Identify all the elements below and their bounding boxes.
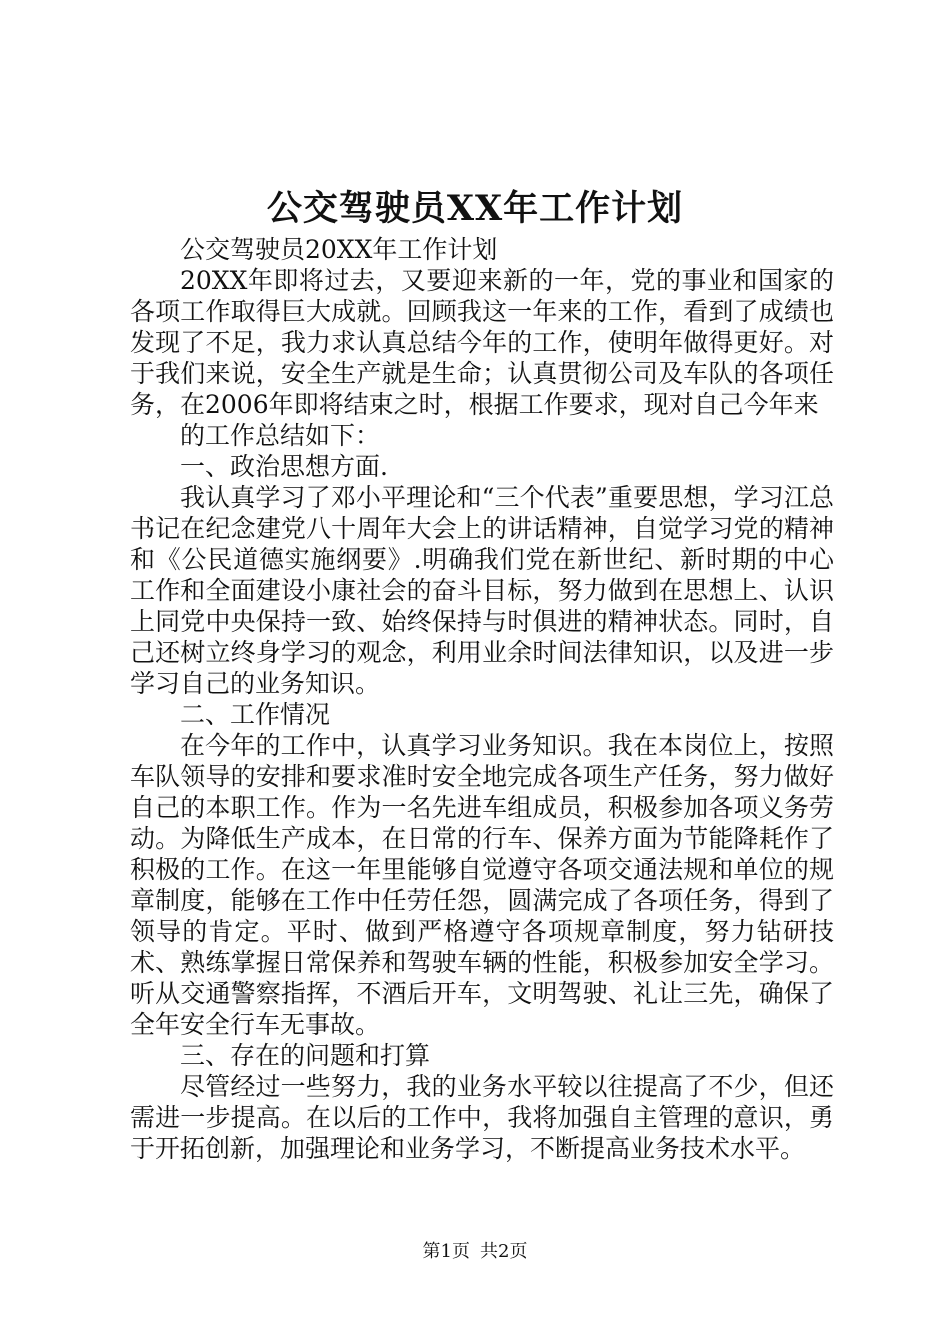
subtitle-paragraph: 公交驾驶员20XX年工作计划: [180, 235, 498, 264]
politics-paragraph: 我认真学习了邓小平理论和“三个代表”重要思想，学习江总书记在纪念建党八十周年大会上的讲话精神，自觉学习党的精神和《公民道德实施纲要》.明确我们党在新世纪、新时期的中心工作和全面建设小康社会的奋斗目标，努力做到在思想上、认识上同党中央保持一致、始终保持与时俱进的精神状态。同时，自己还树立终身学习的观念，利用业余时间法律知识，以及进一步学习自己的业务知识。: [130, 483, 834, 698]
document-title: 公交驾驶员XX年工作计划: [266, 188, 684, 229]
document-body: [130, 234, 834, 1164]
section-heading-work: 二、工作情况: [180, 700, 331, 729]
page-total: 共2页: [480, 1241, 528, 1262]
work-paragraph: 在今年的工作中，认真学习业务知识。我在本岗位上，按照车队领导的安排和要求准时安全地完成各项生产任务，努力做好自己的本职工作。作为一名先进车组成员，积极参加各项义务劳动。为降低生产成本，在日常的行车、保养方面为节能降耗作了积极的工作。在这一年里能够自觉遵守各项交通法规和单位的规章制度，能够在工作中任劳任怨，圆满完成了各项任务，得到了领导的肯定。平时、做到严格遵守各项规章制度，努力钻研技术、熟练掌握日常保养和驾驶车辆的性能，积极参加安全学习。听从交通警察指挥，不酒后开车，文明驾驶、礼让三先，确保了全年安全行车无事故。: [130, 731, 834, 1039]
section-heading-politics: 一、政治思想方面.: [180, 452, 388, 481]
page-footer: [0, 1240, 950, 1264]
intro-continuation-paragraph: 的工作总结如下：: [180, 421, 381, 450]
problems-paragraph: 尽管经过一些努力，我的业务水平较以往提高了不少，但还需进一步提高。在以后的工作中，我将加强自主管理的意识，勇于开拓创新，加强理论和业务学习，不断提高业务技术水平。: [130, 1072, 834, 1163]
page-number: 第1页: [422, 1241, 470, 1262]
intro-paragraph: 20XX年即将过去，又要迎来新的一年，党的事业和国家的各项工作取得巨大成就。回顾我这一年来的工作，看到了成绩也发现了不足，我力求认真总结今年的工作，使明年做得更好。对于我们来说，安全生产就是生命；认真贯彻公司及车队的各项任务，在2006年即将结束之时，根据工作要求，现对自己今年来: [130, 266, 834, 419]
section-heading-problems: 三、存在的问题和打算: [180, 1041, 431, 1070]
